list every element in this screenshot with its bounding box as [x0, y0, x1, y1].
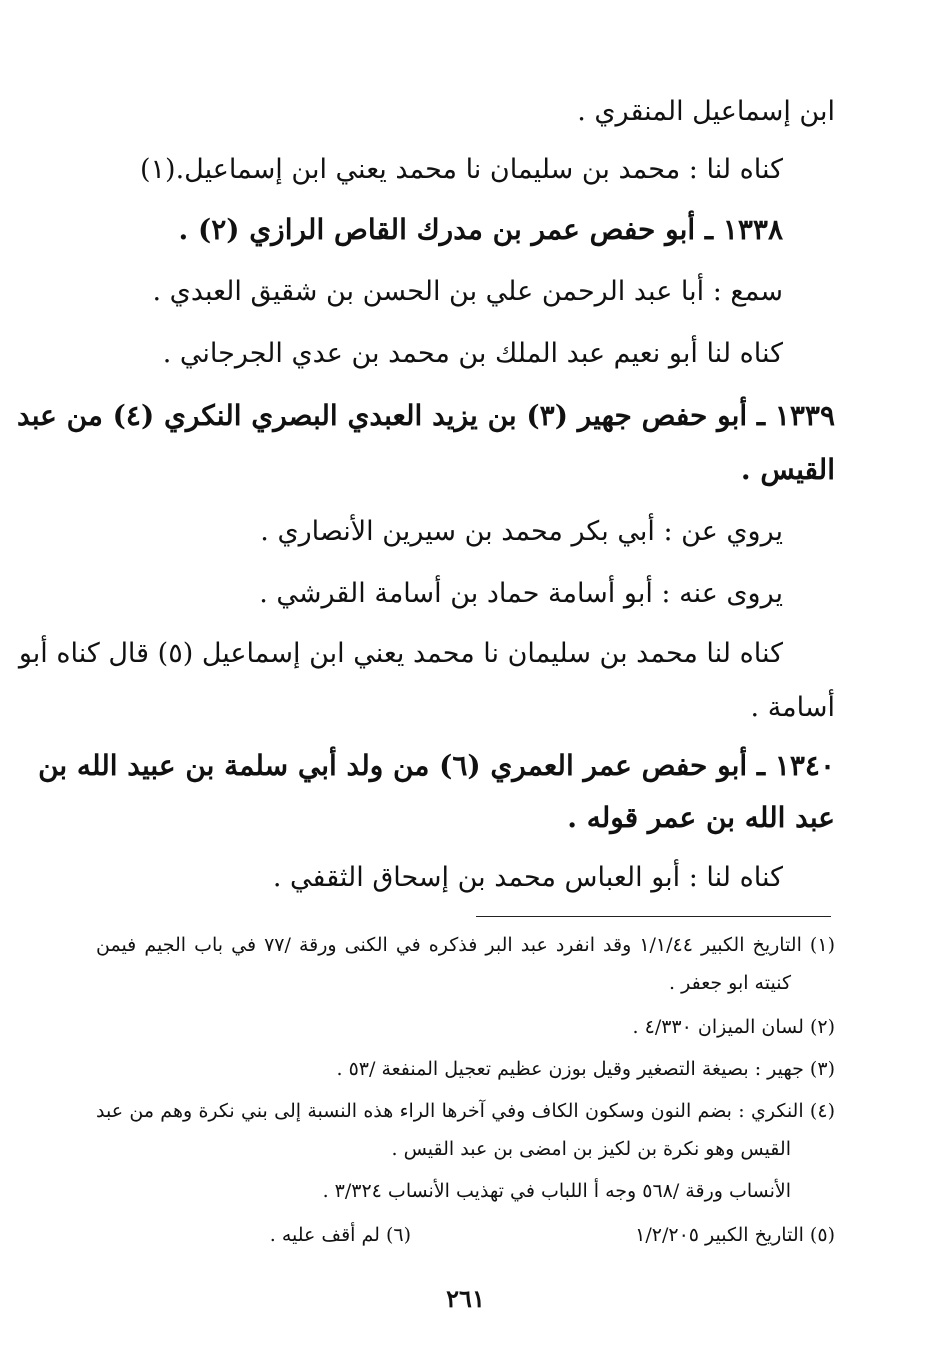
entry-heading-1338: ١٣٣٨ ـ أبو حفص عمر بن مدرك القاص الرازي (٢) . [178, 213, 783, 246]
text-line-1: ابن إسماعيل المنقري . [577, 96, 835, 127]
footnote-4-cont: القيس وهو نكرة بن لكيز بن امضى بن عبد القيس . [391, 1138, 791, 1160]
footnote-1-cont: كنيته ابو جعفر . [669, 972, 791, 994]
text-line-5: كناه لنا أبو نعيم عبد الملك بن محمد بن عدي الجرجاني . [162, 338, 783, 369]
footnote-6: (٦) لم أقف عليه . [269, 1224, 411, 1246]
entry-heading-1340-cont: عبد الله بن عمر قوله . [567, 801, 835, 834]
text-line-10: كناه لنا محمد بن سليمان نا محمد يعني ابن إسماعيل (٥) قال كناه أبو [18, 638, 783, 669]
text-line-11: أسامة . [750, 692, 835, 723]
text-line-8: يروي عن : أبي بكر محمد بن سيرين الأنصاري . [260, 516, 783, 547]
text-line-9: يروى عنه : أبو أسامة حماد بن أسامة القرشي . [259, 578, 783, 609]
footnote-1: (١) التاريخ الكبير ١/١/٤٤ وقد انفرد عبد البر فذكره في الكنى ورقة /٧٧ في باب الجيم فيمن [96, 934, 835, 956]
page-number: ٢٦١ [446, 1284, 485, 1313]
footnote-5: (٥) التاريخ الكبير ١/٢/٢٠٥ [635, 1224, 835, 1246]
footnote-4: (٤) النكري : بضم النون وسكون الكاف وفي آخرها الراء هذه النسبة إلى بني نكرة وهم من عبد [96, 1100, 835, 1122]
text-line-2: كناه لنا : محمد بن سليمان نا محمد يعني ابن إسماعيل.(١) [139, 154, 783, 185]
text-line-14: كناه لنا : أبو العباس محمد بن إسحاق الثقفي . [272, 862, 783, 893]
footnote-4-source: الأنساب ورقة /٥٦٨ وجه أ اللباب في تهذيب الأنساب ٣/٣٢٤ . [322, 1180, 791, 1202]
entry-heading-1339: ١٣٣٩ ـ أبو حفص جهير (٣) بن يزيد العبدي البصري النكري (٤) من عبد [17, 399, 835, 432]
text-line-4: سمع : أبا عبد الرحمن علي بن الحسن بن شقيق العبدي . [152, 276, 783, 307]
footnote-2: (٢) لسان الميزان ٤/٣٣٠ . [632, 1016, 835, 1038]
entry-heading-1340: ١٣٤٠ ـ أبو حفص عمر العمري (٦) من ولد أبي سلمة بن عبيد الله بن [38, 749, 835, 782]
entry-heading-1339-cont: القيس . [740, 453, 835, 486]
footnote-3: (٣) جهير : بصيغة التصغير وقيل بوزن عظيم تعجيل المنفعة /٥٣ . [336, 1058, 835, 1080]
footnote-divider [476, 916, 831, 917]
